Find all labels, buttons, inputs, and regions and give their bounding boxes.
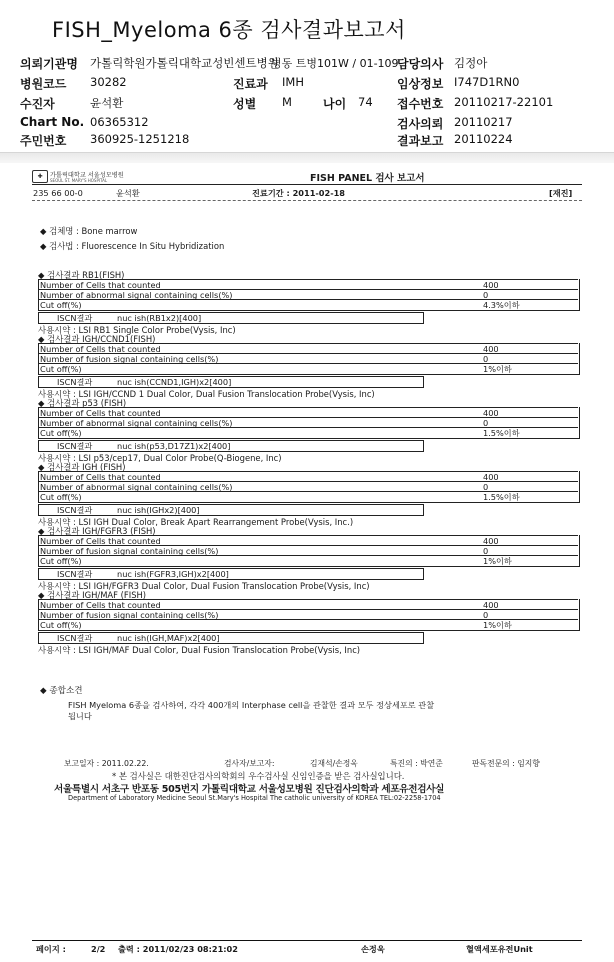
section-title: ◆ 검사결과 IGH (FISH) [38, 462, 126, 472]
row-value: 0 [483, 546, 489, 556]
method-line: ◆ 검사법 : Fluorescence In Situ Hybridization [40, 241, 225, 251]
row-label: Number of Cells that counted [40, 472, 161, 482]
iscn-box [38, 504, 424, 516]
table-row [38, 491, 578, 502]
row-value: 1%이하 [483, 364, 512, 374]
reagent-line: 사용시약 : LSI IGH/CCND 1 Dual Color, Dual Fusion Translocation Probe(Vysis, Inc) [38, 389, 375, 399]
hospital-code-value: 30282 [90, 75, 127, 89]
summary-line-2: 됩니다 [68, 711, 92, 721]
row-label: Cut off(%) [40, 428, 82, 438]
iscn-box [38, 568, 424, 580]
row-label: Number of Cells that counted [40, 600, 161, 610]
department-label: 진료과 [233, 77, 268, 91]
row-value: 400 [483, 280, 499, 290]
row-label: Number of abnormal signal containing cells(%) [40, 482, 233, 492]
scan-patient-name: 윤석환 [116, 188, 140, 198]
row-value: 0 [483, 354, 489, 364]
result-section [28, 525, 588, 591]
reissue-tag: [재진] [549, 188, 573, 198]
iscn-label: ISCN결과 [57, 313, 93, 323]
report-date-label: 결과보고 [397, 134, 444, 148]
ward-value: 병동 트병101W / 01-109 [271, 57, 399, 70]
section-title: ◆ 검사결과 IGH/MAF (FISH) [38, 590, 147, 600]
rule [32, 200, 582, 201]
row-label: Number of Cells that counted [40, 536, 161, 546]
table-row [38, 619, 578, 630]
row-label: Number of Cells that counted [40, 280, 161, 290]
page-label: 페이지 : [36, 944, 66, 954]
result-section [28, 269, 588, 335]
iscn-label: ISCN결과 [57, 377, 93, 387]
iscn-box [38, 632, 424, 644]
row-value: 0 [483, 482, 489, 492]
summary-title: ◆ 종합소견 [40, 686, 83, 696]
rule [32, 940, 582, 941]
patient-value: 윤석환 [90, 96, 124, 110]
request-date-label: 검사의뢰 [397, 117, 444, 131]
row-value: 1%이하 [483, 556, 512, 566]
printed-timestamp: 출력 : 2011/02/23 08:21:02 [118, 944, 238, 954]
iscn-box [38, 312, 424, 324]
row-value: 0 [483, 610, 489, 620]
section-title: ◆ 검사결과 p53 (FISH) [38, 398, 127, 408]
printed-by: 손정욱 [361, 944, 385, 954]
institution-label: 의뢰기관명 [20, 57, 78, 71]
row-value: 400 [483, 408, 499, 418]
id-line: 235 66 00-0 [33, 188, 83, 198]
specialist: 특진의 : 박연준 [390, 759, 443, 768]
receipt-no-value: 20110217-22101 [454, 95, 554, 109]
row-label: Number of fusion signal containing cells(%) [40, 546, 219, 556]
section-title: ◆ 검사결과 IGH/FGFR3 (FISH) [38, 526, 156, 536]
iscn-value: nuc ish(IGH,MAF)x2[400] [117, 633, 220, 643]
sex-label: 성별 [233, 97, 257, 111]
row-label: Cut off(%) [40, 300, 82, 310]
result-section [28, 589, 588, 655]
row-label: Cut off(%) [40, 556, 82, 566]
iscn-box [38, 376, 424, 388]
scan-report-title: FISH PANEL 검사 보고서 [310, 173, 425, 184]
row-label: Number of abnormal signal containing cells(%) [40, 418, 233, 428]
row-value: 400 [483, 600, 499, 610]
clinical-info-label: 임상정보 [397, 77, 444, 91]
doctor-label: 담당의사 [397, 57, 444, 71]
address-english: Department of Laboratory Medicine Seoul St.Mary's Hospital The catholic university of KOREA TEL:02-2258-1704 [68, 794, 441, 802]
iscn-label: ISCN결과 [57, 633, 93, 643]
report-date-value: 20110224 [454, 132, 513, 146]
section-divider [0, 152, 614, 163]
row-value: 400 [483, 536, 499, 546]
row-value: 4.3%이하 [483, 300, 520, 310]
chart-no-label: Chart No. [20, 115, 85, 129]
receipt-no-label: 접수번호 [397, 97, 444, 111]
row-label: Number of Cells that counted [40, 344, 161, 354]
row-value: 1.5%이하 [483, 492, 520, 502]
visit-period: 진료기간 : 2011-02-18 [252, 188, 345, 198]
resident-no-value: 360925-1251218 [90, 132, 190, 146]
result-section [28, 397, 588, 463]
specimen-line: ◆ 검체명 : Bone marrow [40, 226, 138, 236]
iscn-label: ISCN결과 [57, 569, 93, 579]
row-value: 1.5%이하 [483, 428, 520, 438]
row-value: 400 [483, 472, 499, 482]
department-value: IMH [282, 75, 304, 89]
examiner-names: 김재석/손정욱 [310, 759, 358, 768]
section-title: ◆ 검사결과 RB1(FISH) [38, 270, 125, 280]
certification-note: * 본 검사실은 대한진단검사의학회의 우수검사실 신임인증을 받은 검사실입니다. [112, 771, 405, 781]
hospital-logo-icon: ✚ [32, 170, 48, 183]
age-label: 나이 [323, 97, 347, 111]
age-value: 74 [358, 95, 373, 109]
clinical-info-value: I747D1RN0 [454, 75, 520, 89]
resident-no-label: 주민번호 [20, 134, 67, 148]
row-label: Cut off(%) [40, 492, 82, 502]
row-label: Number of abnormal signal containing cells(%) [40, 290, 233, 300]
table-row [38, 427, 578, 438]
doctor-value: 김정아 [454, 56, 488, 70]
patient-label: 수진자 [20, 97, 55, 111]
iscn-value: nuc ish(CCND1,IGH)x2[400] [117, 377, 232, 387]
reagent-line: 사용시약 : LSI RB1 Single Color Probe(Vysis, Inc) [38, 325, 236, 335]
row-value: 0 [483, 290, 489, 300]
chart-no-value: 06365312 [90, 115, 149, 129]
row-value: 1%이하 [483, 620, 512, 630]
report-header [0, 0, 614, 152]
lab-unit: 혈액세포유전Unit [466, 944, 533, 954]
iscn-label: ISCN결과 [57, 441, 93, 451]
page-number: 2/2 [91, 944, 106, 954]
row-label: Number of fusion signal containing cells(%) [40, 354, 219, 364]
table-row [38, 555, 578, 566]
row-value: 400 [483, 344, 499, 354]
reagent-line: 사용시약 : LSI p53/cep17, Dual Color Probe(Q-Biogene, Inc) [38, 453, 282, 463]
reagent-line: 사용시약 : LSI IGH Dual Color, Break Apart Rearrangement Probe(Vysis, Inc.) [38, 517, 354, 527]
iscn-value: nuc ish(IGHx2)[400] [117, 505, 200, 515]
address-korean: 서울특별시 서초구 반포동 505번지 가톨릭대학교 서울성모병원 진단검사의학과 세포유전검사실 [54, 784, 445, 795]
reagent-line: 사용시약 : LSI IGH/FGFR3 Dual Color, Dual Fusion Translocation Probe(Vysis, Inc) [38, 581, 370, 591]
hospital-name: 가톨릭대학교 서울성모병원 [50, 172, 124, 179]
result-section [28, 333, 588, 399]
row-label: Cut off(%) [40, 364, 82, 374]
summary-line-1: FISH Myeloma 6종을 검사하여, 각각 400개의 Interphase cell을 관찰한 결과 모두 정상세포로 관찰 [68, 700, 435, 710]
institution-value: 가톨릭학원가톨릭대학교성빈센트병원 [90, 56, 279, 70]
hospital-code-label: 병원코드 [20, 77, 67, 91]
table-row [38, 299, 578, 310]
scan-report-date: 보고일자 : 2011.02.22. [64, 759, 149, 768]
reagent-line: 사용시약 : LSI IGH/MAF Dual Color, Dual Fusion Translocation Probe(Vysis, Inc) [38, 645, 361, 655]
result-section [28, 461, 588, 527]
row-value: 0 [483, 418, 489, 428]
iscn-label: ISCN결과 [57, 505, 93, 515]
table-row [38, 363, 578, 374]
row-label: Number of fusion signal containing cells(%) [40, 610, 219, 620]
examiner-label: 검사자/보고자: [224, 759, 275, 768]
iscn-value: nuc ish(RB1x2)[400] [117, 313, 202, 323]
pathologist: 판독전문의 : 임지향 [472, 759, 540, 768]
iscn-value: nuc ish(p53,D17Z1)x2[400] [117, 441, 231, 451]
rule [32, 184, 582, 185]
iscn-box [38, 440, 424, 452]
document-title: FISH_Myeloma 6종 검사결과보고서 [52, 18, 406, 42]
scanned-report [28, 164, 588, 962]
row-label: Number of Cells that counted [40, 408, 161, 418]
hospital-subname: SEOUL ST. MARY'S HOSPITAL [50, 178, 108, 183]
request-date-value: 20110217 [454, 115, 513, 129]
iscn-value: nuc ish(FGFR3,IGH)x2[400] [117, 569, 229, 579]
row-label: Cut off(%) [40, 620, 82, 630]
section-title: ◆ 검사결과 IGH/CCND1(FISH) [38, 334, 156, 344]
sex-value: M [282, 95, 292, 109]
